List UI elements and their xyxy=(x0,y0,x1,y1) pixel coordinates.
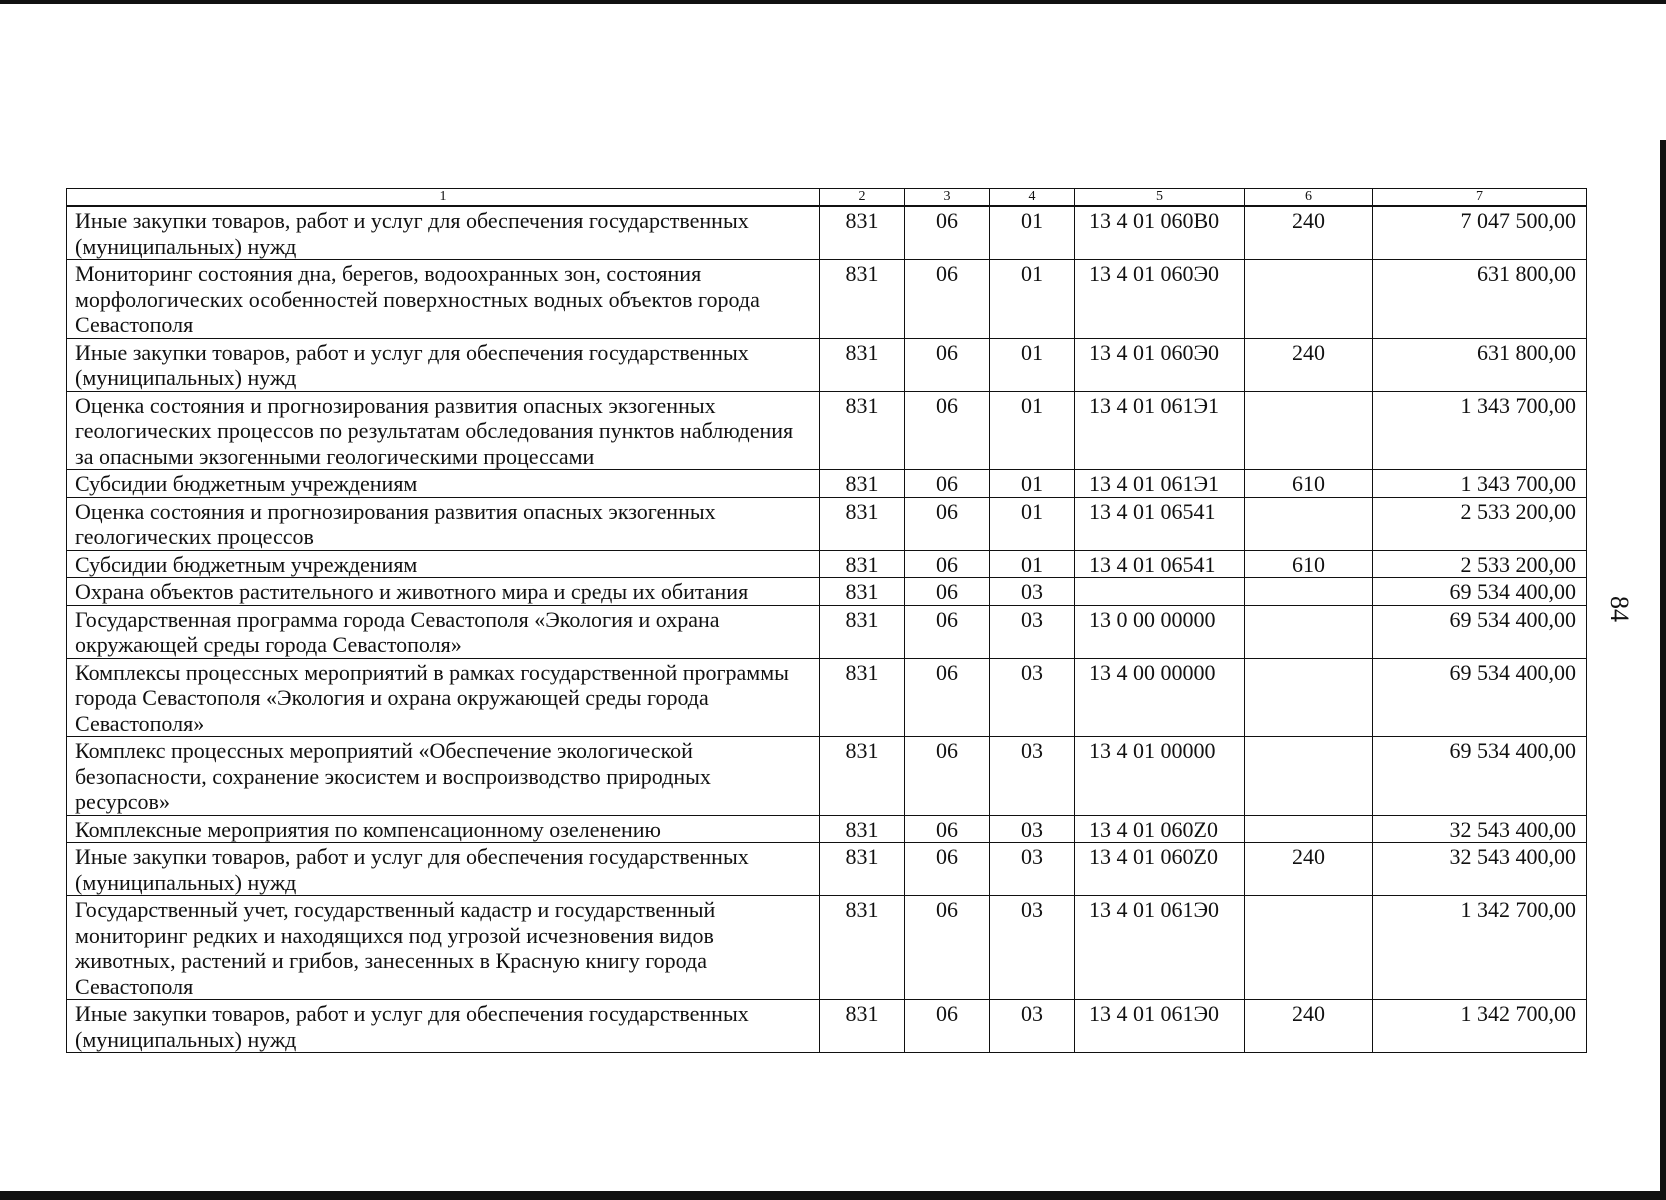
row-expense-type-cell: 240 xyxy=(1245,1000,1373,1053)
row-subsection-cell: 01 xyxy=(990,497,1075,550)
row-target-article-cell: 13 4 01 060В0 xyxy=(1075,206,1245,260)
row-grbs-cell: 831 xyxy=(820,260,905,339)
row-grbs-cell: 831 xyxy=(820,896,905,1000)
header-cell: 4 xyxy=(990,189,1075,207)
row-section-cell: 06 xyxy=(905,260,990,339)
row-name-cell: Оценка состояния и прогнозирования развития опасных экзогенных геологических процессов xyxy=(67,497,820,550)
table-row xyxy=(67,843,1587,896)
row-grbs-cell: 831 xyxy=(820,843,905,896)
table-row xyxy=(67,338,1587,391)
scan-edge-right xyxy=(1660,140,1666,1200)
table-row xyxy=(67,658,1587,737)
row-section-cell: 06 xyxy=(905,896,990,1000)
row-target-article-cell: 13 4 01 061Э0 xyxy=(1075,896,1245,1000)
table-row xyxy=(67,391,1587,470)
row-section-cell: 06 xyxy=(905,815,990,843)
row-grbs-cell: 831 xyxy=(820,605,905,658)
row-subsection-cell: 01 xyxy=(990,391,1075,470)
table-row xyxy=(67,497,1587,550)
row-name-cell: Мониторинг состояния дна, берегов, водоохранных зон, состояния морфологических особенностей поверхностных водных объектов города Севастополя xyxy=(67,260,820,339)
row-expense-type-cell: 240 xyxy=(1245,338,1373,391)
table-row xyxy=(67,605,1587,658)
row-amount-cell: 631 800,00 xyxy=(1373,260,1587,339)
row-target-article-cell: 13 4 01 00000 xyxy=(1075,737,1245,816)
table-row xyxy=(67,578,1587,606)
row-amount-cell: 2 533 200,00 xyxy=(1373,550,1587,578)
row-amount-cell: 7 047 500,00 xyxy=(1373,206,1587,260)
row-target-article-cell: 13 4 01 060Z0 xyxy=(1075,815,1245,843)
table-row xyxy=(67,550,1587,578)
row-target-article-cell: 13 4 01 061Э0 xyxy=(1075,1000,1245,1053)
scan-edge-top xyxy=(0,0,1666,4)
row-expense-type-cell xyxy=(1245,815,1373,843)
table-row xyxy=(67,896,1587,1000)
row-grbs-cell: 831 xyxy=(820,1000,905,1053)
row-amount-cell: 1 343 700,00 xyxy=(1373,391,1587,470)
row-section-cell: 06 xyxy=(905,391,990,470)
row-name-cell: Иные закупки товаров, работ и услуг для обеспечения государственных (муниципальных) нужд xyxy=(67,843,820,896)
row-amount-cell: 69 534 400,00 xyxy=(1373,658,1587,737)
row-name-cell: Государственный учет, государственный кадастр и государственный мониторинг редких и находящихся под угрозой исчезновения видов животных, растений и грибов, занесенных в Красную книгу города Севастополя xyxy=(67,896,820,1000)
row-name-cell: Охрана объектов растительного и животного мира и среды их обитания xyxy=(67,578,820,606)
row-grbs-cell: 831 xyxy=(820,391,905,470)
row-expense-type-cell xyxy=(1245,605,1373,658)
row-name-cell: Субсидии бюджетным учреждениям xyxy=(67,470,820,498)
row-name-cell: Иные закупки товаров, работ и услуг для обеспечения государственных (муниципальных) нужд xyxy=(67,206,820,260)
row-grbs-cell: 831 xyxy=(820,578,905,606)
row-grbs-cell: 831 xyxy=(820,206,905,260)
row-expense-type-cell: 610 xyxy=(1245,470,1373,498)
row-target-article-cell: 13 4 01 060Э0 xyxy=(1075,338,1245,391)
row-subsection-cell: 01 xyxy=(990,206,1075,260)
row-amount-cell: 32 543 400,00 xyxy=(1373,843,1587,896)
row-grbs-cell: 831 xyxy=(820,737,905,816)
row-target-article-cell: 13 4 01 06541 xyxy=(1075,497,1245,550)
row-grbs-cell: 831 xyxy=(820,497,905,550)
row-expense-type-cell xyxy=(1245,737,1373,816)
row-subsection-cell: 03 xyxy=(990,605,1075,658)
row-target-article-cell: 13 0 00 00000 xyxy=(1075,605,1245,658)
row-section-cell: 06 xyxy=(905,605,990,658)
row-amount-cell: 69 534 400,00 xyxy=(1373,737,1587,816)
row-target-article-cell: 13 4 01 060Э0 xyxy=(1075,260,1245,339)
row-grbs-cell: 831 xyxy=(820,470,905,498)
row-section-cell: 06 xyxy=(905,206,990,260)
row-grbs-cell: 831 xyxy=(820,338,905,391)
row-subsection-cell: 03 xyxy=(990,815,1075,843)
table-row xyxy=(67,470,1587,498)
header-cell: 2 xyxy=(820,189,905,207)
row-section-cell: 06 xyxy=(905,578,990,606)
row-amount-cell: 69 534 400,00 xyxy=(1373,578,1587,606)
row-subsection-cell: 01 xyxy=(990,260,1075,339)
row-expense-type-cell: 610 xyxy=(1245,550,1373,578)
header-cell: 6 xyxy=(1245,189,1373,207)
row-subsection-cell: 03 xyxy=(990,1000,1075,1053)
row-target-article-cell xyxy=(1075,578,1245,606)
row-subsection-cell: 01 xyxy=(990,338,1075,391)
row-section-cell: 06 xyxy=(905,843,990,896)
row-expense-type-cell xyxy=(1245,260,1373,339)
row-name-cell: Комплексы процессных мероприятий в рамках государственной программы города Севастополя «Экология и охрана окружающей среды города Севастополя» xyxy=(67,658,820,737)
header-cell: 1 xyxy=(67,189,820,207)
table-row xyxy=(67,206,1587,260)
header-cell: 3 xyxy=(905,189,990,207)
header-cell: 5 xyxy=(1075,189,1245,207)
row-expense-type-cell xyxy=(1245,896,1373,1000)
row-name-cell: Комплекс процессных мероприятий «Обеспечение экологической безопасности, сохранение экосистем и воспроизводство природных ресурсов» xyxy=(67,737,820,816)
row-amount-cell: 1 342 700,00 xyxy=(1373,896,1587,1000)
scan-edge-bottom xyxy=(0,1191,1666,1200)
row-section-cell: 06 xyxy=(905,1000,990,1053)
row-amount-cell: 2 533 200,00 xyxy=(1373,497,1587,550)
table-row xyxy=(67,815,1587,843)
row-expense-type-cell xyxy=(1245,658,1373,737)
row-amount-cell: 1 342 700,00 xyxy=(1373,1000,1587,1053)
row-subsection-cell: 03 xyxy=(990,578,1075,606)
row-section-cell: 06 xyxy=(905,470,990,498)
row-target-article-cell: 13 4 01 06541 xyxy=(1075,550,1245,578)
table-row xyxy=(67,260,1587,339)
row-target-article-cell: 13 4 01 061Э1 xyxy=(1075,391,1245,470)
row-expense-type-cell: 240 xyxy=(1245,206,1373,260)
row-amount-cell: 631 800,00 xyxy=(1373,338,1587,391)
row-grbs-cell: 831 xyxy=(820,658,905,737)
row-name-cell: Государственная программа города Севастополя «Экология и охрана окружающей среды города Севастополя» xyxy=(67,605,820,658)
row-target-article-cell: 13 4 01 060Z0 xyxy=(1075,843,1245,896)
row-grbs-cell: 831 xyxy=(820,815,905,843)
row-section-cell: 06 xyxy=(905,550,990,578)
row-subsection-cell: 03 xyxy=(990,896,1075,1000)
table-row xyxy=(67,1000,1587,1053)
header-cell: 7 xyxy=(1373,189,1587,207)
table-body xyxy=(67,189,1587,1053)
row-name-cell: Комплексные мероприятия по компенсационному озеленению xyxy=(67,815,820,843)
page-number: 84 xyxy=(1605,596,1634,622)
row-name-cell: Иные закупки товаров, работ и услуг для обеспечения государственных (муниципальных) нужд xyxy=(67,338,820,391)
row-subsection-cell: 03 xyxy=(990,737,1075,816)
row-name-cell: Субсидии бюджетным учреждениям xyxy=(67,550,820,578)
table-row xyxy=(67,737,1587,816)
row-subsection-cell: 01 xyxy=(990,470,1075,498)
budget-table xyxy=(66,188,1587,1053)
row-name-cell: Иные закупки товаров, работ и услуг для обеспечения государственных (муниципальных) нужд xyxy=(67,1000,820,1053)
row-section-cell: 06 xyxy=(905,658,990,737)
row-section-cell: 06 xyxy=(905,338,990,391)
row-amount-cell: 1 343 700,00 xyxy=(1373,470,1587,498)
row-expense-type-cell: 240 xyxy=(1245,843,1373,896)
row-name-cell: Оценка состояния и прогнозирования развития опасных экзогенных геологических процессов по результатам обследования пунктов наблюдения за опасными экзогенными геологическими процессами xyxy=(67,391,820,470)
table-header-row xyxy=(67,189,1587,207)
row-expense-type-cell xyxy=(1245,578,1373,606)
row-amount-cell: 69 534 400,00 xyxy=(1373,605,1587,658)
row-target-article-cell: 13 4 01 061Э1 xyxy=(1075,470,1245,498)
row-section-cell: 06 xyxy=(905,497,990,550)
row-amount-cell: 32 543 400,00 xyxy=(1373,815,1587,843)
row-expense-type-cell xyxy=(1245,497,1373,550)
row-section-cell: 06 xyxy=(905,737,990,816)
row-target-article-cell: 13 4 00 00000 xyxy=(1075,658,1245,737)
row-expense-type-cell xyxy=(1245,391,1373,470)
row-subsection-cell: 03 xyxy=(990,658,1075,737)
row-subsection-cell: 01 xyxy=(990,550,1075,578)
row-grbs-cell: 831 xyxy=(820,550,905,578)
row-subsection-cell: 03 xyxy=(990,843,1075,896)
